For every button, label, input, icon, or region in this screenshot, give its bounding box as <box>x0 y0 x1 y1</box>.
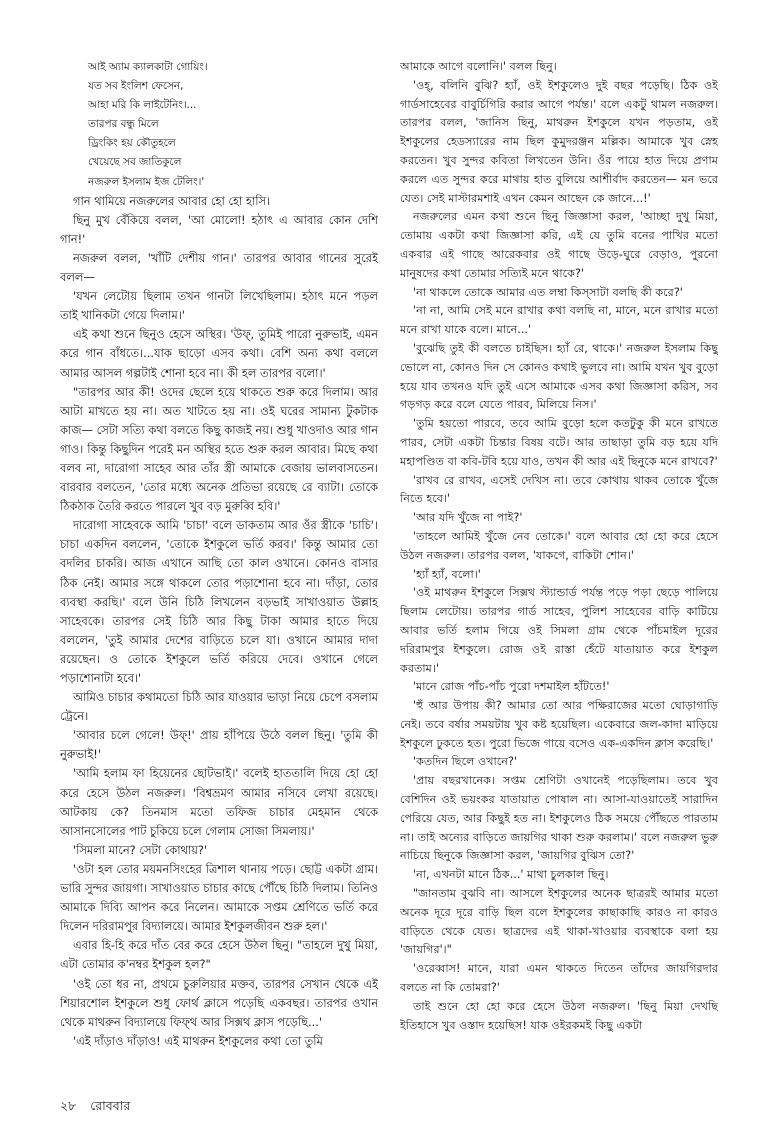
paragraph: দারোগা সাহেবকে আমি 'চাচা' বলে ডাকতাম আর ওঁর স্ত্রীকে 'চাচি'। চাচা একদিন বললেন, 'তোকে ইশকুলে ভর্তি করব।' কিন্তু আমার তো বদলির চাকরি। আজ এখানে আছি তো কাল ওখানে। কোনও বাসার ঠিক নেই। আমার সঙ্গে থাকলে তোর পড়াশোনা হবে না। দাঁড়া, তোর ব্যবস্থা করছি।' বলে উনি চিঠি লিখলেন বড়ভাই সাখাওয়াত উল্লাহ সাহেবকে। তারপর সেই চিঠি আর কিছু টাকা আমার হাতে দিয়ে বললেন, 'তুই আমার দেশের বাড়িতে চলে যা। ওখানে আমার দাদা রয়েছেন। ও তোকে ইশকুলে ভর্তি করিয়ে দেবে। ওখানে গেলে পড়াশোনাটা হবে।' <box>60 518 378 685</box>
verse-line: আই অ্যাম ক্যালকাটা গোয়িং। <box>88 61 208 73</box>
verse-line: ড্রিংকিং হয় কৌতুহলে <box>88 137 176 150</box>
paragraph: 'না, এখনটা মানে ঠিক...' মাথা চুলকাল ছিনু। <box>413 868 609 882</box>
verse-line: তারপর বন্ধু মিলে <box>88 118 159 131</box>
verse-line: খেয়েছে সব জাতিকুলে <box>88 156 182 169</box>
verse-line: আহা মরি কি লাইটেনিং।... <box>88 99 197 112</box>
paragraph: 'তুমি হয়তো পারবে, তবে আমি বুড়ো হলে কতটুকু কী মনে রাখতে পারব, সেটা একটা চিন্তার বিষয় বটে। আর তাছাড়া তুমি বড় হয়ে যদি মহাপণ্ডিত বা কবি-টবি হয়ে যাও, তখন কী আর এই ছিনুকে মনে রাখবে?' <box>400 417 718 468</box>
paragraph: 'আমি হলাম ফা হিয়েনের ছোটভাই।' বলেই হাততালি দিয়ে হো হো করে হেসে উঠল নজরুল। 'বিশ্বভ্রমণ আমার নসিবে লেখা রয়েছে। আটকায় কে? তিনমাস মতো তফিজ চাচার মেহমান থেকে আসানসোলের পাট চুকিয়ে চলে গেলাম সোজা সিমলায়।' <box>60 766 378 838</box>
paragraph: 'হুঁ আর উপায় কী? আমার তো আর পক্ষিরাজের মতো ঘোড়াগাড়ি নেই। তবে বর্ষার সময়টায় খুব কষ্ট হয়েছিল। একেবারে জল-কাদা মাড়িয়ে ইশকুলে ঢুকতে হত। পুরো ভিজে গায়ে বসেও এক-একদিন ক্লাস করেছি।' <box>400 699 718 750</box>
paragraph: 'মানে রোজ পাঁচ-পাঁচ পুরো দশমাইল হাঁটতে!' <box>413 680 610 694</box>
paragraph: 'প্রায় বছরখানেক। সপ্তম শ্রেণিটা ওখানেই পড়েছিলাম। তবে খুব বেশিদিন ওই ভয়ংকর যাতায়াত পোষাল না। আসা-যাওয়াতেই সারাদিন পেরিয়ে যেত, আর কিছুই হত না। ইশকুলেও ঠিক সময়ে পৌঁছতে পারতাম না। তাই অন্যের বাড়িতে জায়গির থাকা শুরু করলাম।' বলে নজরুল ভুরু নাচিয়ে ছিনুকে জিজ্ঞাসা করল, 'জায়গির বুঝিস তো?' <box>400 774 718 863</box>
paragraph: 'না থাকলে তোকে আমার এত লম্বা কিস্‌সাটা বলছি কী করে?' <box>413 285 683 299</box>
paragraph: 'তাহলে আমিই খুঁজে নেব তোকে।' বলে আবার হো হো করে হেসে উঠল নজরুল। তারপর বলল, 'যাকগে, বাকিটা শোন।' <box>400 529 718 562</box>
paragraph: 'হ্যাঁ হ্যাঁ, বলো।' <box>413 567 481 581</box>
page-footer <box>60 1098 140 1118</box>
paragraph: আমাকে আগে বলোনি।' বলল ছিনু। <box>400 60 557 73</box>
verse-line: নজরুল ইসলাম ইজ টেলিং।' <box>88 175 205 188</box>
paragraph: এই কথা শুনে ছিনুও হেসে অস্থির। 'উফ্‌, তুমিই পারো নুরুভাই, এমন করে গান বাঁধতে।...যাক ছাড়ো এসব কথা। বেশি অন্য কথা বললে আমার আসল গল্পটাই শোনা হবে না। কী হল তারপর বলো।' <box>60 327 378 380</box>
paragraph: 'ওই তো ধর না, প্রথমে চুরুলিয়ার মক্তব, তারপর সেখান থেকে এই শিয়ারশোল ইশকুলে শুধু ফোর্থ ক্লাসে পড়েছি একবছর। তারপর ওখান থেকে মাথরুন বিদ্যালয়ে ফিফ্‌থ আর সিক্সথ ক্লাস পড়েছি...' <box>60 976 378 1029</box>
paragraph: ছিনু মুখ বেঁকিয়ে বলল, 'আ মোলো! হঠাৎ এ আবার কোন দেশি গান!' <box>60 212 378 246</box>
paragraph: নজরুল বলল, 'খাঁটি দেশীয় গান।' তারপর আবার গানের সুরেই বলল— <box>60 250 378 285</box>
paragraph: 'ওরেব্বাস! মানে, যারা এমন থাকতে দিতেন তাঁদের জায়গিরদার বলতে না কি তোমরা?' <box>400 962 718 995</box>
paragraph: 'আর যদি খুঁজে না পাই?' <box>413 511 523 525</box>
paragraph: "তারপর আর কী! ওদের ছেলে হয়ে থাকতে শুরু করে দিলাম। আর আটা মাখতে হয় না। অত খাটতে হয় না। ওই ঘরের সামান্য টুকটাক কাজ— সেটা সত্যি কথা বলতে কিছু কাজই নয়। শুধু খাওদাও আর গান গাও। কিন্তু কিছুদিন পরেই মন অস্থির হতে শুরু করল আবার। মিছে কথা বলব না, দারোগা সাহেব আর তাঁর স্ত্রী আমাকে বেজায় ভালবাসতেন। বারবার বলতেন, 'তোর মধ্যে অনেক প্রতিভা রয়েছে রে ব্যাটা। তোকে ঠিকঠাক তৈরি করতে পারলে খুব বড় মুরুব্বি হবি।' <box>60 384 378 514</box>
paragraph: 'সিমলা মানে? সেটা কোথায়?' <box>73 842 208 857</box>
paragraph: 'যখন লেটোয় ছিলাম তখন গানটা লিখেছিলাম। হঠাৎ মনে পড়ল তাই খানিকটা গেয়ে দিলাম।' <box>60 289 378 323</box>
page-number: ২৮ <box>60 1098 77 1113</box>
paragraph: 'ওই মাথরুন ইশকুলে সিক্সথ স্ট্যান্ডার্ড পর্যন্ত পড়ে পড়া ছেড়ে পালিয়ে ছিলাম লেটোয়। তারপর গার্ড সাহেব, পুলিশ সাহেবের বাড়ি কাটিয়ে আবার ভর্তি হলাম গিয়ে ওই সিমলা গ্রাম থেকে পাঁচমাইল দূরের দরিরামপুর ইশকুলে। রোজ ওই রাস্তা হেঁটে যাতায়াত করে ইশকুল করতাম।' <box>400 586 718 675</box>
paragraph: 'ওহ্‌, বলিনি বুঝি? হ্যাঁ, ওই ইশকুলেও দুই বছর পড়েছি। ঠিক ওই গার্ডসাহেবের বাবুর্চিগিরি করার আগে পর্যন্ত।' বলে একটু থামল নজরুল। তারপর বলল, 'জানিস ছিনু, মাথরুন ইশকুলে যখন পড়তাম, ওই ইশকুলের হেডস্যারের নাম ছিল কুমুদরঞ্জন মল্লিক। আমাকে খুব স্নেহ করতেন। খুব সুন্দর কবিতা লিখতেন উনি। ওঁর পায়ে হাত দিয়ে প্রণাম করলে এত সুন্দর করে মাথায় হাত বুলিয়ে আশীর্বাদ করতেন— মন ভরে যেত। সেই মাস্টারমশাই এখন কেমন আছেন কে জানে...!' <box>400 78 718 205</box>
paragraph: 'কতদিন ছিলে ওখানে?' <box>413 755 517 769</box>
paragraph: 'রাখব রে রাখব, এসেই দেখিস না। তবে কোথায় থাকব তোকে খুঁজে নিতে হবে।' <box>400 473 718 506</box>
paragraph: "জানতাম বুঝবি না। আসলে ইশকুলের অনেক ছাত্ররই আমার মতো অনেক দূরে দূরে বাড়ি ছিল বলে ইশকুলের কাছাকাছি কারও না কারও বাড়িতে থেকে যেত। ছাত্রদের এই থাকা-খাওয়ার ব্যবস্থাকে বলা হয় 'জায়গির'।" <box>400 887 718 957</box>
paragraph: 'এই দাঁড়াও দাঁড়াও! এই মাথরুন ইশকুলের কথা তো তুমি <box>73 1033 323 1048</box>
paragraph: 'আবার চলে গেলে! উফ্‌!' প্রায় হাঁপিয়ে উঠে বলল ছিনু। 'তুমি কী নুরুভাই!' <box>60 728 378 762</box>
paragraph: 'ওটা হল তোর ময়মনসিংহের ত্রিশাল থানায় পড়ে। ছোট্ট একটা গ্রাম। ভারি সুন্দর জায়গা। সাখাওয়াত চাচার কাছে পৌঁছে চিঠি দিলাম। তিনিও আমাকে দিব্যি আপন করে নিলেন। আমাকে সপ্তম শ্রেণিতে ভর্তি করে দিলেন দরিরামপুর বিদ্যালয়ে। আমার ইশকুলজীবন শুরু হল।' <box>60 861 378 934</box>
paragraph: 'না না, আমি সেই মনে রাখার কথা বলছি না, মানে, মনে রাখার মতো মনে রাখা যাকে বলে। মানে...' <box>400 304 718 337</box>
paragraph: এবার হি-হি করে দাঁত বের করে হেসে উঠল ছিনু। "তাহলে দুখু মিয়া, এটা তোমার ক'নম্বর ইশকুল হল?" <box>60 938 378 972</box>
paragraph: নজরুলের এমন কথা শুনে ছিনু জিজ্ঞাসা করল, 'আচ্ছা দুখু মিয়া, তোমায় একটা কথা জিজ্ঞাসা করি, এই যে তুমি বনের পাখির মতো একবার এই গাছে আরেকবার ওই গাছে উড়ে-ঘুরে বেড়াও, পুরনো মানুষদের কথা তোমার সত্যিই মনে থাকে?' <box>400 210 718 280</box>
paragraph: 'বুঝেছি তুই কী বলতে চাইছিস। হ্যাঁ রে, থাকে।' নজরুল ইসলাম কিছু ভোলে না, কোনও দিন সে কোনও কথাই ভুলবে না। আমি যখন খুব বুড়ো হয়ে যাব তখনও যদি তুই এসে আমাকে এসব কথা জিজ্ঞাসা করিস, সব গড়গড় করে বলে যেতে পারব, মিলিয়ে নিস।' <box>400 341 718 412</box>
magazine-name: রোববার <box>90 1098 131 1113</box>
verse-line: যত সব ইংলিশ ফেসেন, <box>88 80 184 93</box>
paragraph: আমিও চাচার কথামতো চিঠি আর যাওয়ার ভাড়া নিয়ে চেপে বসলাম ট্রেনে। <box>60 690 378 724</box>
left-text-column <box>60 58 378 1088</box>
right-text-column <box>400 58 718 1088</box>
paragraph: গান থামিয়ে নজরুলের আবার হো হো হাসি। <box>73 193 271 208</box>
paragraph: তাই শুনে হো হো করে হেসে উঠল নজরুল। 'ছিনু মিয়া দেখছি ইতিহাসে খুব ওস্তাদ হয়েছিস! যাক ওইরকমই কিছু একটা <box>400 999 718 1032</box>
